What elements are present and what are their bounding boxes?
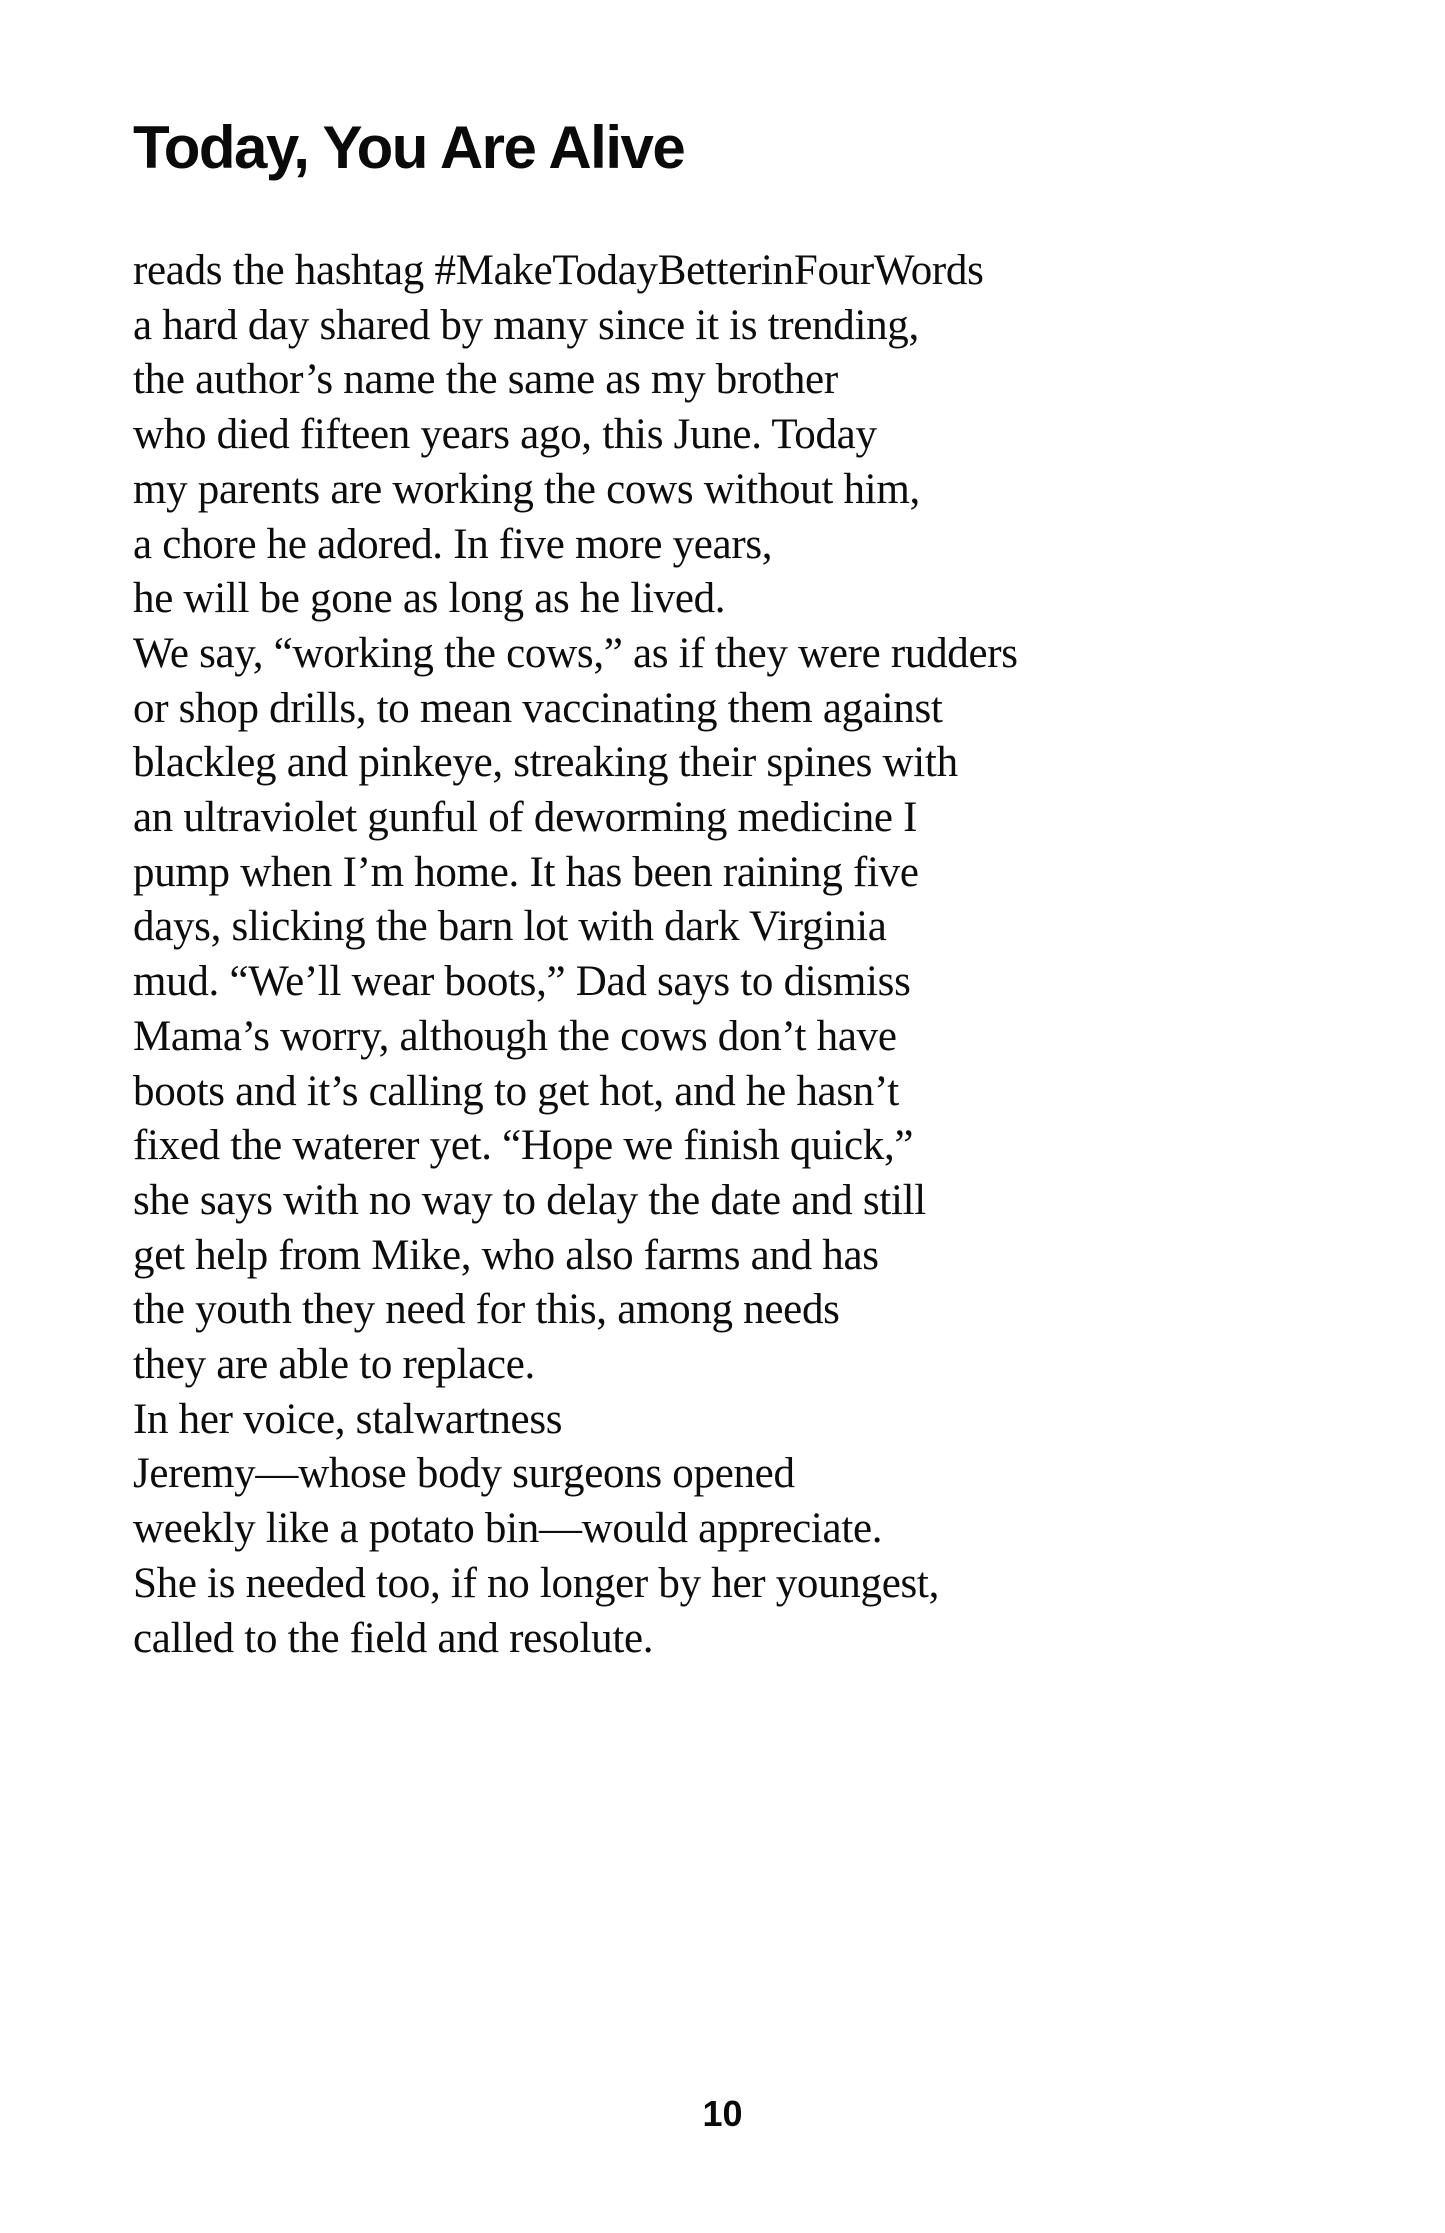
poem-line: weekly like a potato bin—would appreciate.: [133, 1505, 883, 1553]
poem-line: In her voice, stalwartness: [133, 1395, 563, 1443]
poem-line: Jeremy—whose body surgeons opened: [133, 1450, 795, 1498]
poem-line: fixed the waterer yet. “Hope we finish quick,”: [133, 1122, 914, 1170]
poem-line: she says with no way to delay the date and still: [133, 1176, 926, 1224]
poem-line: who died fifteen years ago, this June. Today: [133, 411, 877, 459]
poem-line: We say, “working the cows,” as if they were rudders: [133, 629, 1018, 677]
poem-line: or shop drills, to mean vaccinating them against: [133, 684, 943, 732]
poem-line: they are able to replace.: [133, 1341, 535, 1389]
poem-line: days, slicking the barn lot with dark Virginia: [133, 903, 887, 951]
poem-line: boots and it’s calling to get hot, and he hasn’t: [133, 1067, 899, 1115]
poem-title: Today, You Are Alive: [133, 114, 685, 181]
poem-line: mud. “We’ll wear boots,” Dad says to dismiss: [133, 958, 911, 1006]
poem-line: an ultraviolet gunful of deworming medicine I: [133, 794, 918, 842]
poem-line: a chore he adored. In five more years,: [133, 520, 773, 568]
poem-line: Mama’s worry, although the cows don’t have: [133, 1012, 897, 1060]
poem-line: blackleg and pinkeye, streaking their spines with: [133, 739, 958, 787]
poem-line: a hard day shared by many since it is trending,: [133, 301, 919, 349]
poem-line: my parents are working the cows without him,: [133, 465, 920, 513]
poem-line: get help from Mike, who also farms and has: [133, 1231, 879, 1279]
poem-line: called to the field and resolute.: [133, 1614, 654, 1662]
page-number: 10: [702, 2093, 743, 2134]
poem-line: reads the hashtag #MakeTodayBetterinFourWords: [133, 247, 984, 294]
poem-line: pump when I’m home. It has been raining five: [133, 848, 919, 896]
poem-line: the author’s name the same as my brother: [133, 356, 838, 404]
poem-line: She is needed too, if no longer by her youngest,: [133, 1559, 940, 1607]
poem-line: he will be gone as long as he lived.: [133, 575, 726, 623]
poem-line: the youth they need for this, among needs: [133, 1286, 840, 1334]
poem-body: [133, 244, 1325, 1666]
